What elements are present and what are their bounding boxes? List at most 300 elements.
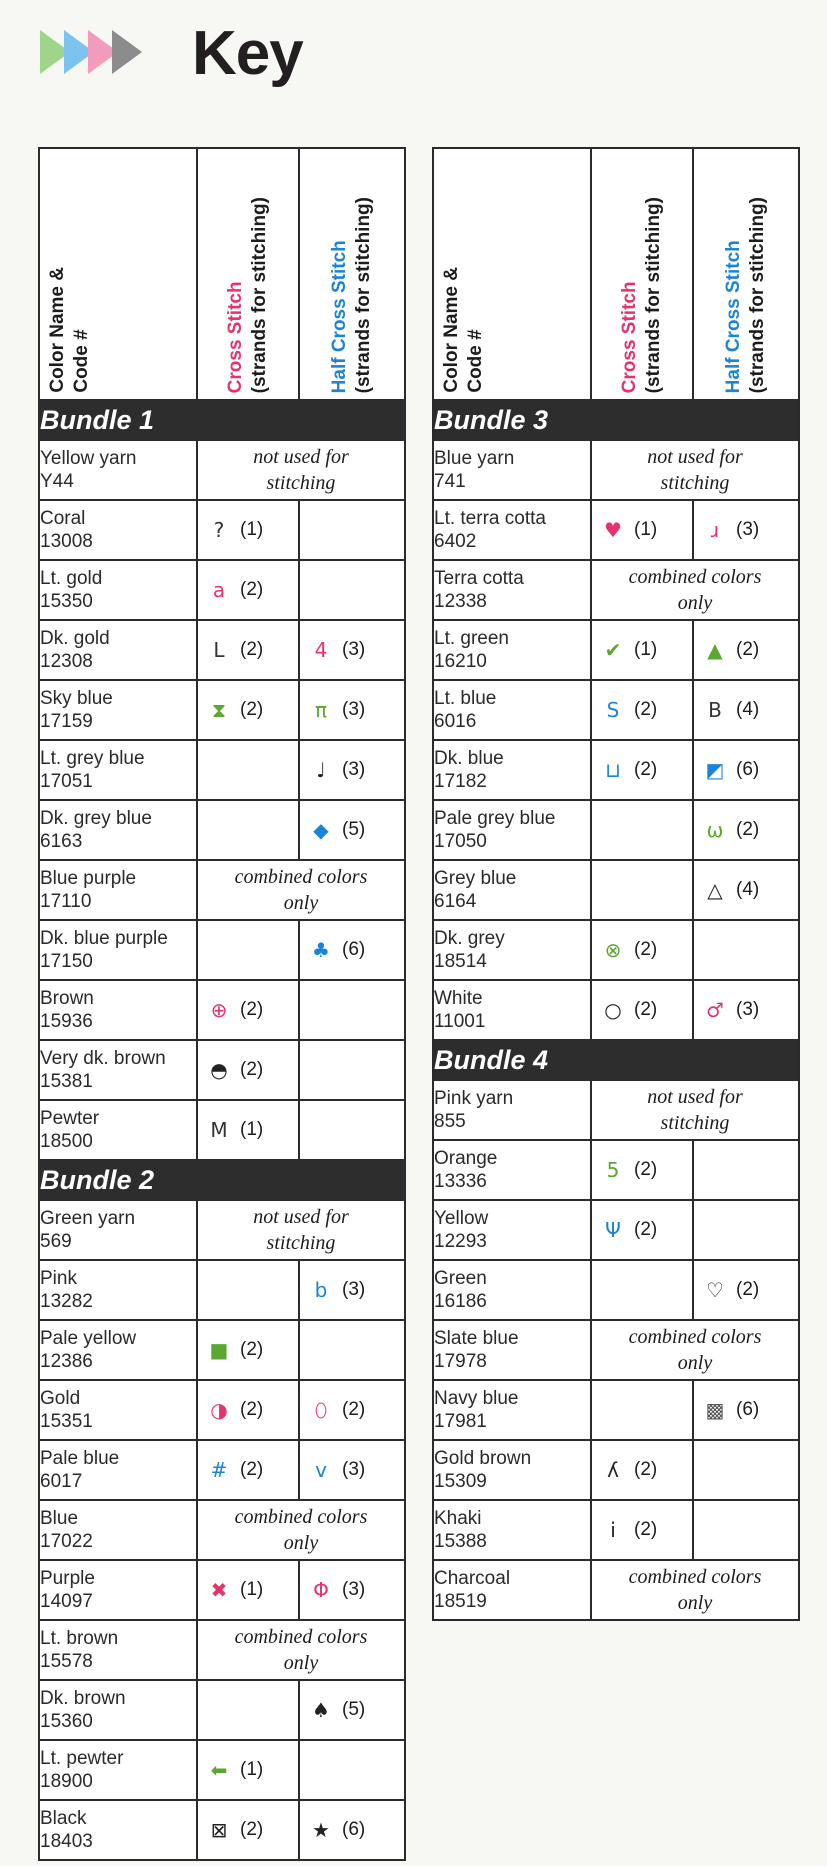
letter-l-symbol: L [213, 638, 225, 662]
hash-symbol: # [210, 1458, 228, 1482]
color-name: Dk. grey blue [40, 808, 152, 829]
strand-count: (4) [736, 699, 760, 720]
half-filled-circle-symbol: ◑ [210, 1398, 228, 1422]
omega-symbol: ω [706, 818, 724, 842]
color-code: 14097 [40, 1591, 93, 1612]
cross-stitch-cell [591, 1500, 693, 1560]
stitch-entry [300, 801, 404, 859]
table-row [39, 440, 405, 500]
color-name: Gold [40, 1388, 81, 1409]
table-row [433, 1560, 799, 1620]
color-name-cell [39, 1100, 197, 1160]
color-name-cell [433, 1200, 591, 1260]
color-code: 15578 [40, 1651, 93, 1672]
psi-symbol: Ψ [605, 1218, 621, 1242]
color-name-cell [433, 740, 591, 800]
phi-symbol: Φ [313, 1578, 329, 1602]
color-name: Terra cotta [434, 568, 524, 589]
stitch-entry [198, 1561, 298, 1619]
u-bracket-symbol: ⊔ [605, 758, 621, 782]
open-triangle-symbol: △ [707, 878, 723, 902]
color-name: Khaki [434, 1508, 482, 1529]
stitch-entry [694, 1261, 798, 1319]
cross-stitch-cell [197, 1440, 299, 1500]
color-name: Very dk. brown [40, 1048, 166, 1069]
color-name-cell [433, 1140, 591, 1200]
color-name: Lt. terra cotta [434, 508, 546, 529]
strand-count: (3) [342, 1459, 366, 1480]
half-cross-stitch-cell [299, 920, 405, 980]
color-name: Grey blue [434, 868, 517, 889]
color-name-cell [433, 1260, 591, 1320]
color-code: 17978 [434, 1351, 487, 1372]
strand-count: (3) [342, 1279, 366, 1300]
strand-count: (2) [634, 1219, 658, 1240]
half-cross-stitch-cell [693, 980, 799, 1040]
number-5-symbol: 5 [606, 1158, 620, 1182]
stitch-entry [300, 1681, 404, 1739]
color-name-cell [39, 1200, 197, 1260]
diamond-cross-symbol: ⊕ [210, 998, 228, 1022]
color-name: Dk. blue [434, 748, 504, 769]
color-code: 15360 [40, 1711, 93, 1732]
table-row [39, 980, 405, 1040]
color-name: Lt. pewter [40, 1748, 124, 1769]
strand-count: (2) [240, 1059, 264, 1080]
color-code: 6164 [434, 891, 477, 912]
table-row [433, 620, 799, 680]
color-name-cell [39, 620, 197, 680]
color-name-cell [39, 1260, 197, 1320]
color-name: Pale yellow [40, 1328, 137, 1349]
note-cell [591, 1320, 799, 1380]
strand-count: (1) [240, 1119, 264, 1140]
stitch-entry [592, 981, 692, 1039]
letter-b-symbol: b [314, 1278, 328, 1302]
header-half-label: Half Cross Stitch [329, 239, 350, 393]
color-name: Lt. gold [40, 568, 103, 589]
strand-count: (3) [342, 699, 366, 720]
color-code: 6017 [40, 1471, 83, 1492]
cross-stitch-cell [197, 1800, 299, 1860]
stitch-entry [198, 561, 298, 619]
color-name: Blue [40, 1508, 79, 1529]
strand-count: (2) [240, 1339, 264, 1360]
color-name: Gold brown [434, 1448, 532, 1469]
letter-s-symbol: S [606, 698, 620, 722]
stitch-entry [694, 801, 798, 859]
stitch-entry [592, 1441, 692, 1499]
cross-stitch-cell [197, 1740, 299, 1800]
header-half-label: Half Cross Stitch [723, 239, 744, 393]
bundle-header-row [433, 1040, 799, 1080]
table-row [433, 1260, 799, 1320]
table-row [39, 1440, 405, 1500]
color-code: 855 [434, 1111, 466, 1132]
cross-stitch-cell [197, 980, 299, 1040]
table-row [39, 920, 405, 980]
color-name-cell [39, 740, 197, 800]
table-row [39, 1200, 405, 1260]
color-code: 17150 [40, 951, 93, 972]
table-row [39, 1100, 405, 1160]
cross-stitch-cell [197, 1040, 299, 1100]
half-cross-stitch-cell [299, 1040, 405, 1100]
color-code: 15381 [40, 1071, 93, 1092]
cross-stitch-cell [591, 1140, 693, 1200]
letter-a-symbol: a [212, 578, 226, 602]
color-code: 17159 [40, 711, 93, 732]
color-name-cell [433, 1380, 591, 1440]
half-cross-stitch-cell [693, 1500, 799, 1560]
circle-symbol: ○ [604, 998, 622, 1022]
strand-count: (2) [240, 1819, 264, 1840]
stitch-entry [198, 981, 298, 1039]
note-line: only [677, 1352, 713, 1374]
header-cross-sub: (strands for stitching) [249, 196, 270, 393]
color-name: Brown [40, 988, 94, 1009]
table-row [433, 1380, 799, 1440]
color-code: 741 [434, 471, 466, 492]
stitch-entry [300, 741, 404, 799]
lambda-symbol: ʎ [607, 1458, 619, 1482]
stitch-entry [694, 501, 798, 559]
male-arrow-symbol: ♂ [706, 998, 724, 1022]
color-name-cell [433, 680, 591, 740]
table-row [39, 620, 405, 680]
color-code: 569 [40, 1231, 72, 1252]
color-name: Pink yarn [434, 1088, 514, 1109]
color-name: Sky blue [40, 688, 113, 709]
color-code: 13008 [40, 531, 93, 552]
color-code: Y44 [40, 471, 74, 492]
letter-v-symbol: v [315, 1458, 327, 1482]
note-line: combined colors [628, 1326, 762, 1348]
table-row [433, 560, 799, 620]
color-name: Orange [434, 1148, 498, 1169]
note-line: only [677, 592, 713, 614]
color-name-cell [39, 800, 197, 860]
color-name: Navy blue [434, 1388, 519, 1409]
table-row [39, 500, 405, 560]
table-row [433, 500, 799, 560]
color-code: 12386 [40, 1351, 93, 1372]
strand-count: (3) [342, 759, 366, 780]
stitch-entry [198, 1801, 298, 1859]
cross-stitch-cell [197, 1320, 299, 1380]
table-row [433, 860, 799, 920]
half-cross-stitch-cell [693, 1140, 799, 1200]
strand-count: (4) [736, 879, 760, 900]
cross-stitch-cell [591, 680, 693, 740]
note-line: combined colors [628, 566, 762, 588]
stitch-entry [198, 681, 298, 739]
star-symbol: ★ [312, 1818, 330, 1842]
stitch-entry [300, 681, 404, 739]
stitch-entry [198, 1441, 298, 1499]
color-name-cell [39, 1500, 197, 1560]
page-title: Key [192, 19, 303, 88]
color-name: Yellow [434, 1208, 489, 1229]
stitch-entry [592, 1501, 692, 1559]
color-name-cell [433, 620, 591, 680]
color-name-cell [433, 1320, 591, 1380]
color-name-cell [39, 920, 197, 980]
color-name: Dk. brown [40, 1688, 126, 1709]
color-code: 18403 [40, 1831, 93, 1852]
color-name: Green [434, 1268, 487, 1289]
half-circle-symbol: ◓ [210, 1058, 228, 1082]
color-name: White [434, 988, 483, 1009]
stitch-entry [694, 1381, 798, 1439]
header-cross-sub: (strands for stitching) [643, 196, 664, 393]
note-cell [591, 560, 799, 620]
note-line: not used for [647, 446, 743, 468]
half-filled-square-symbol: ◩ [705, 758, 725, 782]
stitch-entry [300, 1381, 404, 1439]
color-code: 18519 [434, 1591, 487, 1612]
half-cross-stitch-cell [299, 620, 405, 680]
bundle-title: Bundle 1 [39, 400, 405, 440]
strand-count: (6) [736, 759, 760, 780]
letter-i-symbol: i [610, 1518, 616, 1542]
strand-count: (3) [342, 639, 366, 660]
header-half-sub: (strands for stitching) [353, 196, 374, 393]
table-row [39, 1560, 405, 1620]
color-name-cell [39, 1800, 197, 1860]
key-table-left [38, 147, 406, 1861]
half-cross-stitch-cell [693, 740, 799, 800]
color-name: Dk. blue purple [40, 928, 168, 949]
check-mark-symbol: ✔ [604, 638, 622, 662]
header-half-cross-stitch [299, 148, 405, 400]
color-name-cell [433, 1080, 591, 1140]
bundle-header-row [39, 1160, 405, 1200]
header-cross-label: Cross Stitch [225, 281, 246, 393]
header-name-line2: Code # [71, 329, 92, 393]
slanted-oval-symbol: ⬯ [314, 1398, 328, 1422]
color-code: 12338 [434, 591, 487, 612]
color-code: 13336 [434, 1171, 487, 1192]
half-cross-stitch-cell [299, 740, 405, 800]
strand-count: (3) [342, 1579, 366, 1600]
strand-count: (6) [736, 1399, 760, 1420]
stitch-entry [592, 681, 692, 739]
note-line: stitching [266, 472, 336, 494]
half-cross-stitch-cell [693, 1260, 799, 1320]
cross-stitch-cell [197, 920, 299, 980]
strand-count: (1) [240, 519, 264, 540]
strand-count: (2) [240, 999, 264, 1020]
letter-m-symbol: M [210, 1118, 228, 1142]
half-cross-stitch-cell [693, 860, 799, 920]
note-line: not used for [647, 1086, 743, 1108]
header-half-sub: (strands for stitching) [747, 196, 768, 393]
cross-stitch-cell [591, 980, 693, 1040]
letter-b-symbol: B [708, 698, 722, 722]
stitch-entry [300, 1801, 404, 1859]
table-row [39, 560, 405, 620]
color-name-cell [39, 1380, 197, 1440]
color-name: Lt. blue [434, 688, 497, 709]
half-cross-stitch-cell [299, 1260, 405, 1320]
color-name-cell [39, 440, 197, 500]
note-line: combined colors [234, 1626, 368, 1648]
color-code: 12293 [434, 1231, 487, 1252]
stitch-entry [198, 1381, 298, 1439]
table-row [433, 1140, 799, 1200]
half-cross-stitch-cell [693, 920, 799, 980]
color-code: 17182 [434, 771, 487, 792]
color-name-cell [39, 980, 197, 1040]
strand-count: (2) [240, 699, 264, 720]
color-code: 6402 [434, 531, 477, 552]
color-name: Yellow yarn [40, 448, 137, 469]
half-cross-stitch-cell [299, 1380, 405, 1440]
table-row [39, 1500, 405, 1560]
stitch-entry [694, 861, 798, 919]
cross-stitch-cell [197, 1560, 299, 1620]
color-name: Blue purple [40, 868, 137, 889]
strand-count: (2) [634, 1159, 658, 1180]
half-cross-stitch-cell [299, 680, 405, 740]
table-row [39, 1740, 405, 1800]
half-cross-stitch-cell [693, 680, 799, 740]
half-cross-stitch-cell [693, 1380, 799, 1440]
square-symbol: ■ [209, 1338, 229, 1362]
cross-stitch-cell [591, 1440, 693, 1500]
color-name-cell [433, 500, 591, 560]
color-code: 15309 [434, 1471, 487, 1492]
color-name-cell [433, 800, 591, 860]
cross-stitch-cell [197, 680, 299, 740]
table-row [39, 1800, 405, 1860]
color-name-cell [39, 1740, 197, 1800]
half-cross-stitch-cell [299, 1320, 405, 1380]
color-name-cell [39, 1440, 197, 1500]
bundle-title: Bundle 3 [433, 400, 799, 440]
table-row [433, 1440, 799, 1500]
cross-stitch-cell [197, 560, 299, 620]
strand-count: (2) [634, 699, 658, 720]
color-code: 17981 [434, 1411, 487, 1432]
cross-stitch-cell [591, 800, 693, 860]
color-name: Dk. gold [40, 628, 110, 649]
strand-count: (2) [736, 639, 760, 660]
color-code: 16210 [434, 651, 487, 672]
strand-count: (6) [342, 939, 366, 960]
strand-count: (2) [240, 639, 264, 660]
color-code: 15388 [434, 1531, 487, 1552]
half-cross-stitch-cell [299, 1560, 405, 1620]
color-code: 17050 [434, 831, 487, 852]
color-name: Pink [40, 1268, 77, 1289]
half-cross-stitch-cell [693, 1440, 799, 1500]
color-name: Green yarn [40, 1208, 136, 1229]
hook-symbol: ɹ [710, 518, 720, 542]
stitch-entry [198, 1041, 298, 1099]
color-name-cell [39, 500, 197, 560]
stitch-entry [300, 621, 404, 679]
note-line: only [283, 1652, 319, 1674]
color-name-cell [39, 1620, 197, 1680]
note-cell [197, 1200, 405, 1260]
cross-stitch-cell [197, 1680, 299, 1740]
note-line: combined colors [234, 866, 368, 888]
strand-count: (1) [634, 519, 658, 540]
strand-count: (2) [634, 759, 658, 780]
cross-stitch-cell [197, 1260, 299, 1320]
strand-count: (2) [736, 819, 760, 840]
question-mark-symbol: ? [213, 518, 225, 542]
cross-stitch-cell [197, 1100, 299, 1160]
note-line: combined colors [628, 1566, 762, 1588]
strand-count: (2) [736, 1279, 760, 1300]
stitch-entry [300, 1561, 404, 1619]
strand-count: (1) [240, 1579, 264, 1600]
cross-stitch-cell [591, 920, 693, 980]
cross-stitch-cell [591, 620, 693, 680]
table-row [433, 800, 799, 860]
header-name-line2: Code # [465, 329, 486, 393]
cross-stitch-cell [591, 1260, 693, 1320]
stitch-entry [694, 681, 798, 739]
header-name-line1: Color Name & [47, 267, 68, 393]
strand-count: (2) [342, 1399, 366, 1420]
header-half-cross-stitch [693, 148, 799, 400]
cross-stitch-cell [591, 1200, 693, 1260]
color-name: Pale grey blue [434, 808, 556, 829]
header-name-line1: Color Name & [441, 267, 462, 393]
cross-stitch-cell [591, 740, 693, 800]
note-cell [591, 440, 799, 500]
half-cross-stitch-cell [693, 620, 799, 680]
half-cross-stitch-cell [299, 1680, 405, 1740]
diamond-symbol: ◆ [313, 818, 329, 842]
color-code: 18500 [40, 1131, 93, 1152]
header-color-name [39, 148, 197, 400]
note-line: stitching [660, 1112, 730, 1134]
half-cross-stitch-cell [693, 1200, 799, 1260]
table-row [433, 440, 799, 500]
strand-count: (5) [342, 1699, 366, 1720]
stitch-entry [592, 1201, 692, 1259]
color-name: Dk. grey [434, 928, 505, 949]
table-row [39, 1040, 405, 1100]
note-cell [591, 1560, 799, 1620]
strand-count: (2) [634, 1459, 658, 1480]
stitch-entry [592, 501, 692, 559]
stitch-entry [198, 1741, 298, 1799]
cross-stitch-cell [591, 500, 693, 560]
strand-count: (2) [634, 939, 658, 960]
stitch-entry [198, 1321, 298, 1379]
half-cross-stitch-cell [299, 560, 405, 620]
color-name-cell [433, 560, 591, 620]
stitch-entry [300, 1261, 404, 1319]
strand-count: (1) [240, 1759, 264, 1780]
half-cross-stitch-cell [693, 500, 799, 560]
music-note-symbol: ♩ [316, 758, 326, 782]
color-name: Lt. green [434, 628, 509, 649]
color-code: 12308 [40, 651, 93, 672]
color-name-cell [433, 860, 591, 920]
color-name-cell [39, 1320, 197, 1380]
header-color-name [433, 148, 591, 400]
color-code: 11001 [434, 1011, 486, 1032]
half-cross-stitch-cell [299, 1100, 405, 1160]
color-name-cell [39, 1040, 197, 1100]
